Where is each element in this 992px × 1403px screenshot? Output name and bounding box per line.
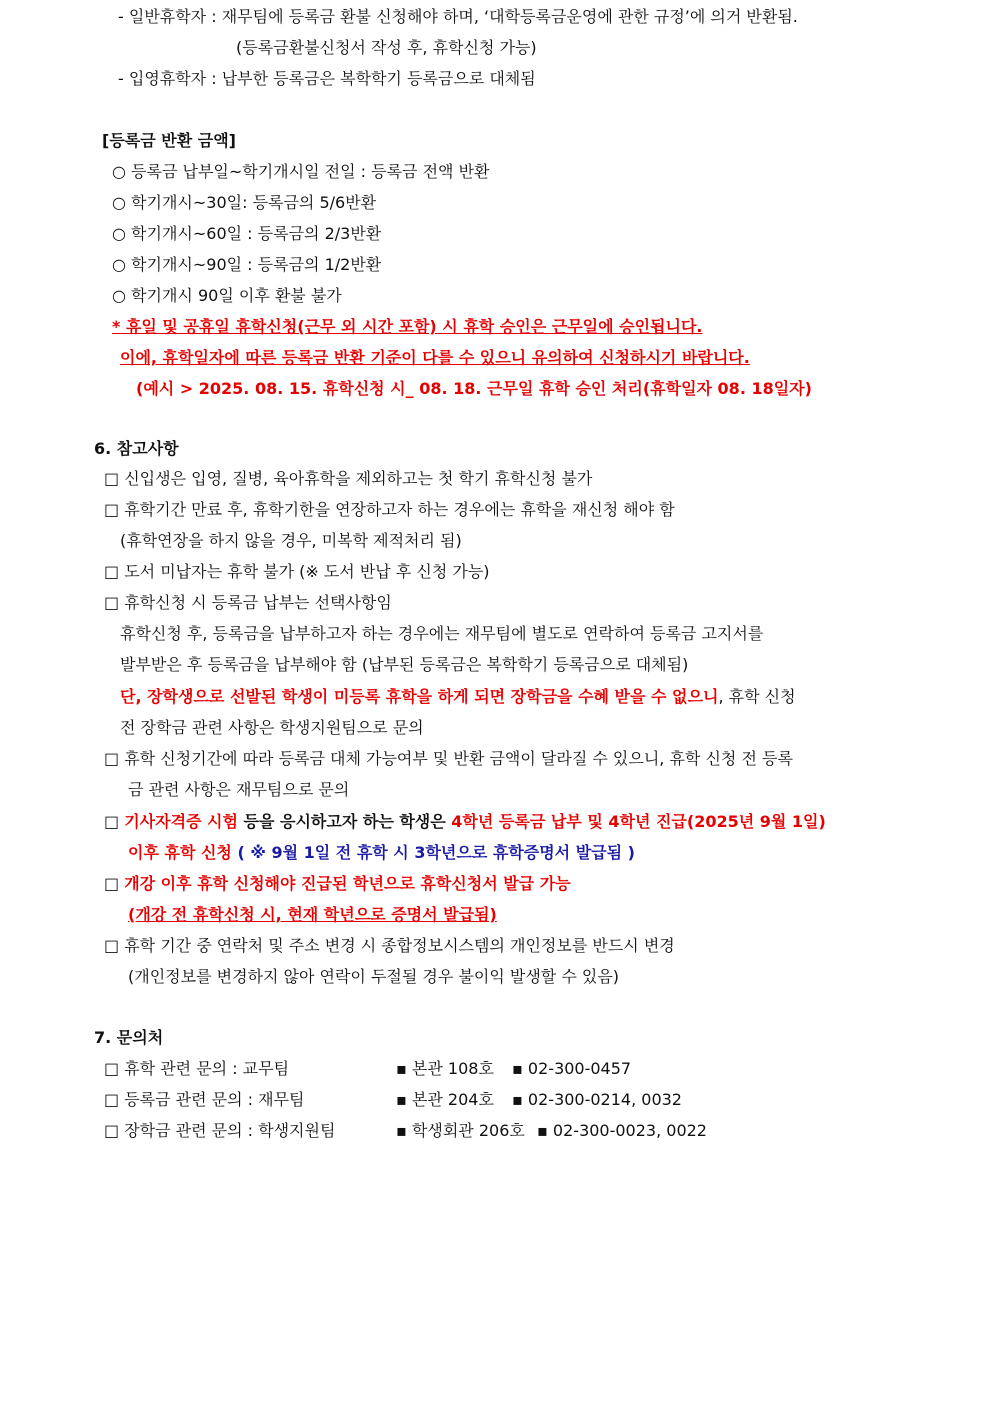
refund-item: ○ 학기개시~30일: 등록금의 5/6반환 — [112, 193, 377, 212]
contact-phone: ▪ 02-300-0457 — [512, 1059, 632, 1078]
contact-phone: ▪ 02-300-0023, 0022 — [537, 1121, 707, 1140]
refund-item: ○ 학기개시 90일 이후 환불 불가 — [112, 286, 342, 305]
contact-location: ▪ 학생회관 206호 — [396, 1121, 525, 1140]
certification-after-text: 이후 휴학 신청 — [128, 843, 232, 862]
note-item-freshman: □ 신입생은 입영, 질병, 육아휴학을 제외하고는 첫 학기 휴학신청 불가 — [104, 469, 593, 488]
military-leave-note: - 입영휴학자 : 납부한 등록금은 복학학기 등록금으로 대체됨 — [118, 69, 536, 88]
note-item-refund-vary: □ 휴학 신청기간에 따라 등록금 대체 가능여부 및 반환 금액이 달라질 수 있으니, 휴학 신청 전 등록 — [104, 749, 793, 768]
section-7-heading: 7. 문의처 — [94, 1028, 164, 1047]
scholarship-warning-rest: , 휴학 신청 — [718, 687, 796, 706]
note-item-tuition-sub-1: 휴학신청 후, 등록금을 납부하고자 하는 경우에는 재무팀에 별도로 연락하여 등록금 고지서를 — [120, 624, 764, 643]
refund-item: ○ 학기개시~90일 : 등록금의 1/2반환 — [112, 255, 382, 274]
contact-phone: ▪ 02-300-0214, 0032 — [512, 1090, 682, 1109]
contact-label: □ 휴학 관련 문의 : 교무팀 — [104, 1059, 290, 1078]
contact-label: □ 등록금 관련 문의 : 재무팀 — [104, 1090, 305, 1109]
note-item-contact-change-sub: (개인정보를 변경하지 않아 연락이 두절될 경우 불이익 발생할 수 있음) — [128, 967, 620, 986]
note-item-tuition-sub-4: 전 장학금 관련 사항은 학생지원팀으로 문의 — [120, 718, 424, 737]
note-item-extension-sub: (휴학연장을 하지 않을 경우, 미복학 제적처리 됨) — [120, 531, 462, 550]
contact-location: ▪ 본관 204호 — [396, 1090, 494, 1109]
checkbox-glyph: □ — [104, 812, 125, 831]
certification-exam-text: 기사자격증 시험 — [124, 812, 238, 831]
general-leave-refund-note: - 일반휴학자 : 재무팀에 등록금 환불 신청해야 하며, ‘대학등록금운영에 관한 규정’에 의거 반환됨. — [118, 7, 798, 26]
certification-blue-note: ( ※ 9월 1일 전 휴학 시 3학년으로 휴학증명서 발급됨 ) — [231, 843, 635, 862]
holiday-notice-example: (예시 > 2025. 08. 15. 휴학신청 시_ 08. 18. 근무일 휴학 승인 처리(휴학일자 08. 18일자) — [136, 379, 812, 398]
section-6-heading: 6. 참고사항 — [94, 439, 179, 458]
semester-start-text: 개강 이후 휴학 신청해야 진급된 학년으로 휴학신청서 발급 가능 — [124, 874, 571, 893]
general-leave-refund-subnote: (등록금환불신청서 작성 후, 휴학신청 가능) — [236, 38, 537, 57]
note-item-certification-exam-sub — [128, 842, 635, 864]
note-item-tuition-sub-2: 발부받은 후 등록금을 납부해야 함 (납부된 등록금은 복학학기 등록금으로 대체됨) — [120, 655, 689, 674]
contact-label: □ 장학금 관련 문의 : 학생지원팀 — [104, 1121, 336, 1140]
refund-item: ○ 학기개시~60일 : 등록금의 2/3반환 — [112, 224, 382, 243]
note-item-semester-start — [104, 873, 571, 895]
note-item-certification-exam — [104, 811, 826, 833]
holiday-notice-line-2: 이에, 휴학일자에 따른 등록금 반환 기준이 다를 수 있으니 유의하여 신청하시기 바랍니다. — [120, 348, 750, 367]
refund-amount-heading: [등록금 반환 금액] — [102, 131, 236, 150]
contact-location: ▪ 본관 108호 — [396, 1059, 494, 1078]
note-item-scholarship-warning — [120, 686, 796, 708]
refund-item: ○ 등록금 납부일~학기개시일 전일 : 등록금 전액 반환 — [112, 162, 490, 181]
note-item-refund-vary-sub: 금 관련 사항은 재무팀으로 문의 — [128, 780, 350, 799]
holiday-notice-line-1: * 휴일 및 공휴일 휴학신청(근무 외 시간 포함) 시 휴학 승인은 근무일에 승인됩니다. — [112, 317, 703, 336]
certification-exam-requirement: 4학년 등록금 납부 및 4학년 진급(2025년 9월 1일) — [451, 812, 826, 831]
checkbox-glyph: □ — [104, 874, 125, 893]
note-item-extension: □ 휴학기간 만료 후, 휴학기한을 연장하고자 하는 경우에는 휴학을 재신청 해야 함 — [104, 500, 675, 519]
note-item-semester-start-sub: (개강 전 휴학신청 시, 현재 학년으로 증명서 발급됨) — [128, 905, 497, 924]
scholarship-warning-text: 단, 장학생으로 선발된 학생이 미등록 휴학을 하게 되면 장학금을 수혜 받을 수 없으니 — [120, 687, 719, 706]
certification-exam-mid: 등을 응시하고자 하는 학생은 — [237, 812, 452, 831]
note-item-contact-change: □ 휴학 기간 중 연락처 및 주소 변경 시 종합정보시스템의 개인정보를 반드시 변경 — [104, 936, 675, 955]
note-item-tuition-optional: □ 휴학신청 시 등록금 납부는 선택사항임 — [104, 593, 392, 612]
note-item-library: □ 도서 미납자는 휴학 불가 (※ 도서 반납 후 신청 가능) — [104, 562, 490, 581]
